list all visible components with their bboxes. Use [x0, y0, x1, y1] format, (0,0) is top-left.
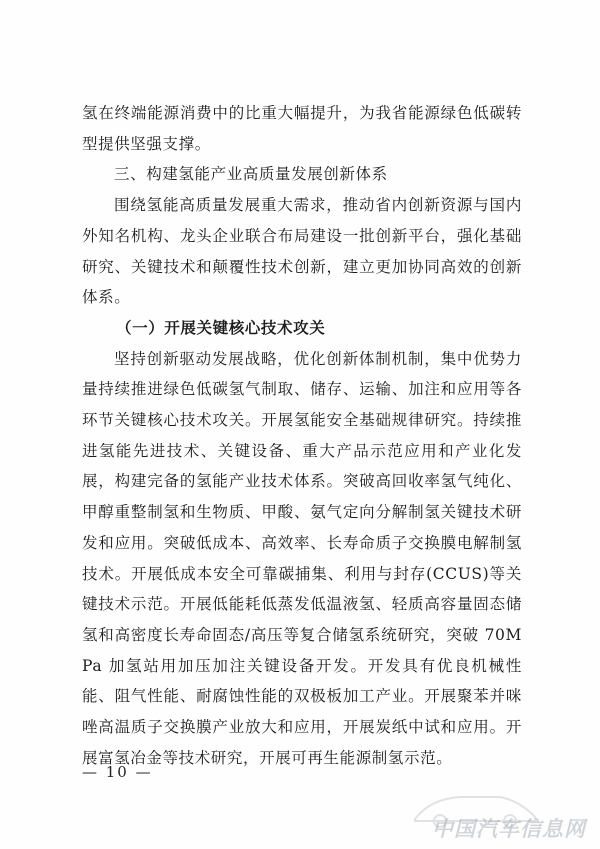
site-watermark: 中国汽车信息网	[432, 817, 586, 841]
page-body	[82, 98, 522, 773]
paragraph-section-intro: 围绕氢能高质量发展重大需求，推动省内创新资源与国内外知名机构、龙头企业联合布局建设一批创新平台，强化基础研究、关键技术和颠覆性技术创新，建立更加协同高效的创新体系。	[82, 196, 522, 307]
page-number: — 10 —	[82, 763, 153, 781]
section-heading: 三、构建氢能产业高质量发展创新体系	[114, 165, 388, 184]
subsection-heading: （一）开展关键核心技术攻关	[116, 317, 326, 337]
paragraph-continuation: 氢在终端能源消费中的比重大幅提升，为我省能源绿色低碳转型提供坚强支撑。	[82, 104, 522, 153]
paragraph-subsection-body: 坚持创新驱动发展战略，优化创新体制机制，集中优势力量持续推进绿色低碳氢气制取、储存、运输、加注和应用等各环节关键核心技术攻关。开展氢能安全基础规律研究。持续推进氢能先进技术、关键设备、重大产品示范应用和产业化发展，构建完备的氢能产业技术体系。突破高回收率氢气纯化、甲醇重整制氢和生物质、甲酸、氨气定向分解制氢关键技术研发和应用。突破低成本、高效率、长寿命质子交换膜电解制氢技术。开展低成本安全可靠碳捕集、利用与封存(CCUS)等关键技术示范。开展低能耗低蒸发低温液氢、轻质高容量固态储氢和高密度长寿命固态/高压等复合储氢系统研究，突破 70MPa 加氢站用加压加注关键设备开发。开发具有优良机械性能、阻气性能、耐腐蚀性能的双极板加工产业。开展聚苯并咪唑高温质子交换膜产业放大和应用，开展炭纸中试和应用。开展富氢冶金等技术研究，开展可再生能源制氢示范。	[82, 349, 522, 767]
